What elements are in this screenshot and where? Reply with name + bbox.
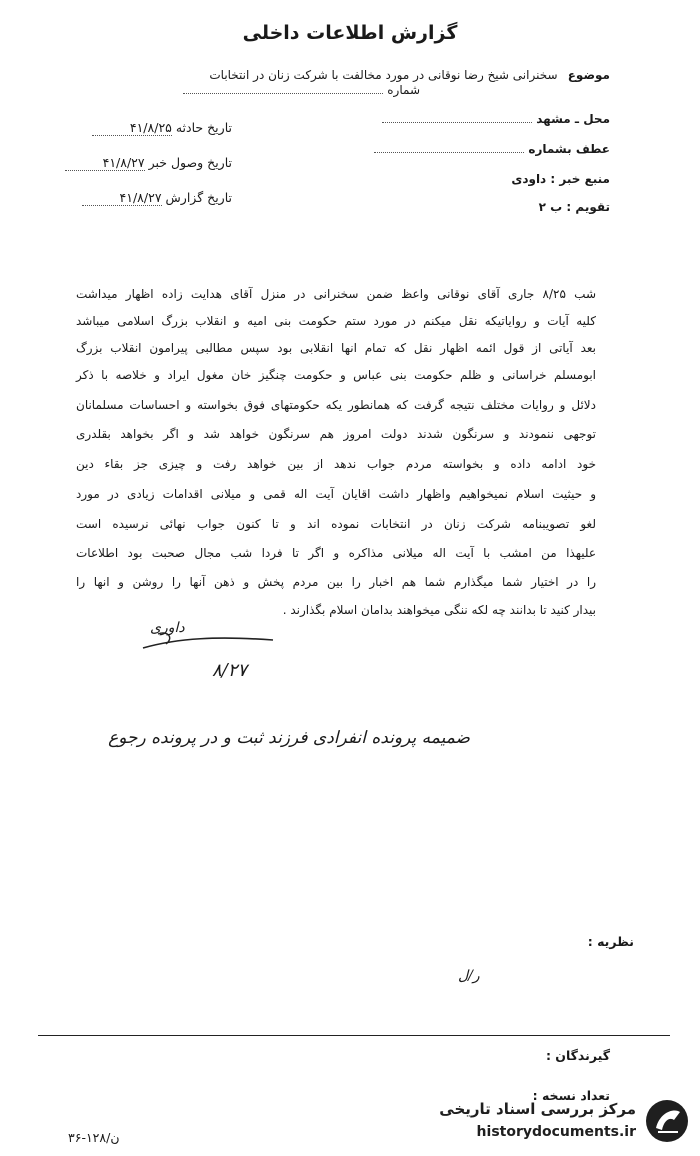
subject-row — [90, 68, 610, 82]
handwritten-note: ضمیمه پرونده انفرادی فرزند ثبت و در پرونده رجوع — [108, 728, 470, 748]
body-line: علیهذا من امشب با آیت اله میلانی مذاکره و اگر تا فردا شب مجال صحبت بود اطلاعات — [76, 546, 596, 560]
body-line: لغو تصویبنامه شرکت زنان در انتخابات نموده اند و تا کنون جواب نهائی نرسیده است — [76, 517, 596, 531]
copies-label: تعداد نسخه : — [532, 1088, 610, 1103]
receipt-date-row — [65, 155, 232, 171]
body-line: بیدار کنید تا بدانند چه لکه ننگی میخواهند بدامان اسلام بگذارند . — [282, 603, 596, 617]
signature-stroke — [138, 628, 278, 658]
location-row: محل ـ مشهد — [382, 112, 610, 126]
location-dots — [382, 122, 532, 123]
watermark-title: مرکز بررسی اسناد تاریخی — [439, 1100, 636, 1118]
number-label: شماره — [387, 83, 420, 97]
report-date-value: ۴۱/۸/۲۷ — [82, 190, 162, 206]
body-line: دلائل و روایات مختلف نتیجه گرفت که همانطور یکه حکومتهای فوق بخواسته و احساسات مسلمانان — [76, 398, 596, 412]
body-line: توجهی ننمودند و سرنگون شدند دولت امروز هم سرنگون خواهد شد و اگر بخواهد بقلدری — [76, 427, 596, 441]
incident-date-label: تاریخ حادثه — [175, 120, 232, 135]
location-label: محل — [583, 112, 610, 126]
report-date-row — [82, 190, 232, 206]
opinion-label: نظریه : — [587, 934, 634, 949]
body-line: شب ۸/۲۵ جاری آقای نوقانی واعظ ضمن سخنرانی در منزل آقای هدایت زاده اظهار میداشت — [76, 287, 596, 301]
rating-row: تقویم : ب ۲ — [538, 200, 610, 214]
page-title: گزارش اطلاعات داخلی — [242, 22, 458, 44]
recipients-label: گیرندگان : — [545, 1048, 610, 1063]
body-line: و حیثیت اسلام نمیخواهیم واظهار داشت اقایان آیت اله قمی و میلانی اقدامات زیادی در مورد — [76, 487, 596, 501]
number-dots — [183, 93, 383, 94]
subject-label: موضوع — [567, 68, 610, 82]
receipt-date-value: ۴۱/۸/۲۷ — [65, 155, 145, 171]
form-code: ن/۱۲۸-۳۶ — [68, 1130, 120, 1145]
signature-name: داوری — [150, 620, 185, 636]
body-line: کلیه آیات و روایاتیکه نقل میکنم در مورد ستم حکومت بنی امیه و انقلاب بزرگ اسلامی میباشد — [76, 314, 596, 328]
body-line: ابومسلم خراسانی و ظلم حکومت بنی عباس و حکومت چنگیز خان مغول ایراد و خلاصه با ذکر — [76, 368, 596, 382]
incident-date-value: ۴۱/۸/۲۵ — [92, 120, 172, 136]
rating-label: تقویم — [575, 200, 610, 214]
number-row — [183, 83, 420, 97]
divider-line — [38, 1035, 670, 1036]
watermark-url: historydocuments.ir — [476, 1124, 636, 1140]
body-line: بعد آیاتی از قول ائمه اظهار نقل که تمام انها انقلابی بود سپس مطالبی پیرامون انقلاب بزرگ — [76, 341, 596, 355]
reference-dots — [374, 152, 524, 153]
body-line: خود ادامه داده و بخواسته مردم جواب ندهد از بین خواهد رفت و چیزی جز بقاء دین — [76, 457, 596, 471]
rating-value: ب ۲ — [538, 200, 563, 214]
subject-value: سخنرانی شیخ رضا نوقانی در مورد مخالفت با شرکت زنان در انتخابات — [209, 68, 558, 82]
reference-row — [374, 142, 610, 156]
receipt-date-label: تاریخ وصول خبر — [148, 155, 232, 170]
source-value: داودی — [511, 172, 547, 186]
source-label: منبع خبر — [559, 172, 610, 186]
opinion-mark: ر/ل — [458, 968, 480, 984]
signature-date: ۸/۲۷ — [212, 660, 248, 681]
source-row: منبع خبر : داودی — [511, 172, 610, 186]
reference-label: عطف بشماره — [528, 142, 610, 156]
watermark-logo-icon — [644, 1098, 690, 1144]
watermark — [400, 1096, 690, 1148]
body-line: را در اختیار شما میگذارم شما هم اخبار را بین مردم پخش و ذهن آنها را روشن و انها را — [76, 575, 596, 589]
location-value: مشهد — [536, 112, 571, 126]
incident-date-row — [92, 120, 232, 136]
report-date-label: تاریخ گزارش — [165, 190, 232, 205]
